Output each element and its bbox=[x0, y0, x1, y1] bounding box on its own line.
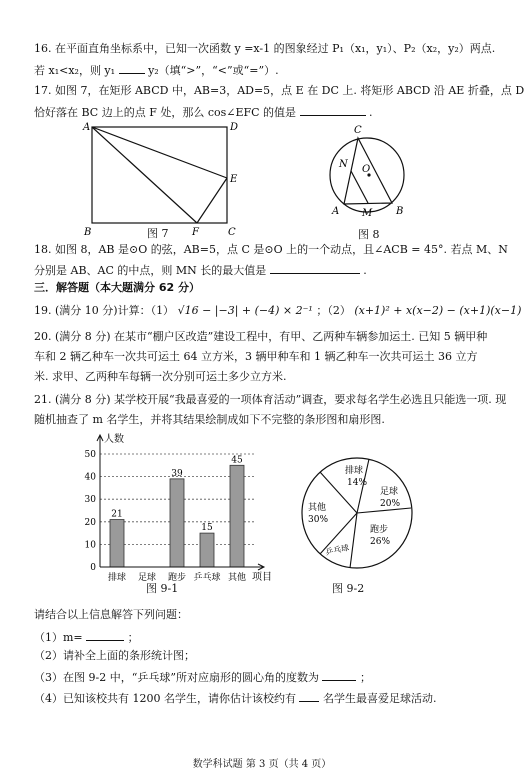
bar-chart-caption: 图 9-1 bbox=[146, 582, 179, 595]
pie-percent-volleyball: 14% bbox=[347, 478, 368, 488]
q21-part1-blank[interactable] bbox=[86, 629, 124, 641]
q21-line1: 21. (满分 8 分) 某学校开展“我最喜爱的一项体育活动”调查，要求每名学生必选且只能选一项. 现 bbox=[34, 393, 507, 406]
bar-category-label: 其他 bbox=[227, 573, 247, 583]
bar-y-tick-label: 30 bbox=[84, 495, 96, 506]
bar bbox=[170, 479, 184, 567]
q18-line2 bbox=[34, 262, 506, 278]
q21-part3-text-a: （3）在图 9-2 中，“乒乓球”所对应扇形的圆心角的度数为 bbox=[34, 671, 319, 684]
q18-text-a: 分别是 AB、AC 的中点，则 MN 长的最大值是 bbox=[34, 264, 267, 277]
q17-line2 bbox=[34, 104, 506, 120]
q21-part4-text-a: （4）已知该校共有 1200 名学生，请你估计该校约有 bbox=[34, 692, 296, 705]
q19-text-b: ；（2） bbox=[316, 304, 351, 317]
q18-answer-blank[interactable] bbox=[270, 262, 360, 274]
q20-line3: 米. 求甲、乙两种车每辆一次分别可运土多少立方米. bbox=[34, 370, 287, 383]
q17-line1: 17. 如图 7，在矩形 ABCD 中，AB=3，AD=5，点 E 在 DC 上. 将矩形 ABCD 沿 AE 折叠，点 D bbox=[34, 84, 524, 97]
q18-text-b: . bbox=[363, 264, 367, 277]
q16-line1: 16. 在平面直角坐标系中，已知一次函数 y =x-1 的图象经过 P₁（x₁，y₁）、P₂（x₂，y₂）两点. bbox=[34, 42, 496, 55]
bar-value-label: 45 bbox=[231, 455, 243, 466]
q16-text-a: 若 x₁<x₂，则 y₁ bbox=[34, 64, 116, 77]
fig7-label-d: D bbox=[230, 122, 239, 133]
q19-expression-1: √16 − |−3| + (−4) × 2⁻¹ bbox=[177, 304, 313, 317]
bar-y-tick-label: 20 bbox=[84, 517, 96, 528]
figure-8 bbox=[322, 120, 418, 232]
q19-expression-2: (x+1)² + x(x−2) − (x+1)(x−1) bbox=[354, 304, 522, 317]
q21-part4 bbox=[34, 690, 506, 706]
q21-part1-text-a: （1）m= bbox=[34, 631, 83, 644]
bar-value-label: 15 bbox=[201, 523, 213, 534]
bar-y-tick-label: 0 bbox=[90, 563, 96, 573]
q20-line2: 车和 2 辆乙种车一次共可运土 64 立方米，3 辆甲种车和 1 辆乙种车一次共可运土 36 立方 bbox=[34, 350, 478, 363]
bar-category-label: 足球 bbox=[137, 573, 157, 583]
pie-percent-running: 26% bbox=[370, 537, 391, 547]
bar bbox=[110, 520, 124, 567]
fig7-line-fe bbox=[197, 178, 227, 223]
fig8-label-c: C bbox=[354, 125, 362, 136]
bar-category-label: 乒乓球 bbox=[193, 573, 221, 583]
q21-part4-text-b: 名学生最喜爱足球活动. bbox=[322, 692, 437, 705]
figure-7 bbox=[80, 120, 250, 240]
fig8-label-o: O bbox=[362, 164, 371, 175]
fig7-label-b: B bbox=[84, 227, 92, 238]
q20-line1: 20. (满分 8 分) 在某市“棚户区改造”建设工程中，有甲、乙两种车辆参加运土. 已知 5 辆甲种 bbox=[34, 330, 488, 343]
bar-chart-9-1 bbox=[68, 430, 283, 590]
q21-line2: 随机抽查了 m 名学生，并将其结果绘制成如下不完整的条形图和扇形图. bbox=[34, 413, 385, 426]
bar-y-axis-label: 人数 bbox=[104, 434, 124, 445]
q21-part3 bbox=[34, 669, 506, 685]
bar-category-label: 跑步 bbox=[167, 573, 187, 583]
fig8-label-n: N bbox=[339, 159, 348, 170]
q21-part1-text-b: ； bbox=[127, 631, 139, 644]
pie-label-other: 其他 bbox=[308, 503, 327, 513]
q21-part3-text-b: ； bbox=[359, 671, 371, 684]
section-3-heading: 三．解答题（本大题满分 62 分） bbox=[34, 281, 200, 294]
bar-value-label: 39 bbox=[171, 468, 183, 479]
q21-part3-blank[interactable] bbox=[322, 669, 356, 681]
pie-label-pingpong: 乒乓球 bbox=[324, 543, 350, 557]
fig7-line-af bbox=[92, 127, 197, 223]
q21-part2: （2）请补全上面的条形统计图； bbox=[34, 649, 195, 662]
q16-text-b: y₂（填“>”，“<”或“=”）. bbox=[148, 64, 279, 77]
bar-y-tick-label: 40 bbox=[84, 472, 96, 483]
pie-percent-football: 20% bbox=[380, 499, 401, 509]
pie-label-running: 跑步 bbox=[370, 525, 389, 535]
fig7-label-f: F bbox=[192, 227, 199, 238]
fig7-line-ae bbox=[92, 127, 227, 178]
q17-text-a: 恰好落在 BC 边上的点 F 处，那么 cos∠EFC 的值是 bbox=[34, 106, 297, 119]
q18-line1: 18. 如图 8，AB 是⊙O 的弦，AB=5，点 C 是⊙O 上的一个动点，且∠ACB = 45°. 若点 M、N bbox=[34, 243, 508, 256]
fig7-label-c: C bbox=[228, 227, 236, 238]
pie-chart-9-2 bbox=[292, 448, 422, 578]
pie-chart-caption: 图 9-2 bbox=[332, 582, 365, 595]
q19-line bbox=[34, 304, 522, 318]
q17-text-b: . bbox=[369, 106, 373, 119]
fig8-caption: 图 8 bbox=[358, 228, 380, 241]
fig7-label-e: E bbox=[230, 174, 238, 185]
q16-line2 bbox=[34, 62, 506, 78]
q21-prompt: 请结合以上信息解答下列问题： bbox=[34, 608, 188, 621]
fig7-caption: 图 7 bbox=[147, 227, 169, 240]
bar-y-tick-label: 10 bbox=[84, 540, 96, 551]
bar bbox=[200, 533, 214, 567]
q21-part4-blank[interactable] bbox=[299, 690, 319, 702]
pie-label-football: 足球 bbox=[380, 487, 399, 497]
bar bbox=[230, 465, 244, 567]
q21-part1 bbox=[34, 629, 506, 645]
fig8-label-b: B bbox=[396, 206, 404, 217]
pie-label-volleyball: 排球 bbox=[345, 466, 364, 476]
page-footer: 数学科试题 第 3 页（共 4 页） bbox=[192, 759, 332, 770]
bar-value-label: 21 bbox=[111, 509, 123, 520]
fig8-label-m: M bbox=[362, 208, 373, 219]
q19-text-a: 19. (满分 10 分)计算：（1） bbox=[34, 304, 175, 317]
pie-percent-other: 30% bbox=[308, 515, 329, 525]
fig8-label-a: A bbox=[332, 206, 340, 217]
bar-y-tick-label: 50 bbox=[84, 450, 96, 460]
fig7-label-a: A bbox=[83, 122, 91, 133]
q16-answer-blank[interactable] bbox=[119, 62, 145, 74]
bar-x-axis-label: 项目 bbox=[252, 572, 272, 583]
pie-divider-3 bbox=[350, 513, 357, 568]
fig8-segment-mn bbox=[351, 171, 368, 203]
bar-category-label: 排球 bbox=[107, 573, 127, 583]
q17-answer-blank[interactable] bbox=[300, 104, 366, 116]
